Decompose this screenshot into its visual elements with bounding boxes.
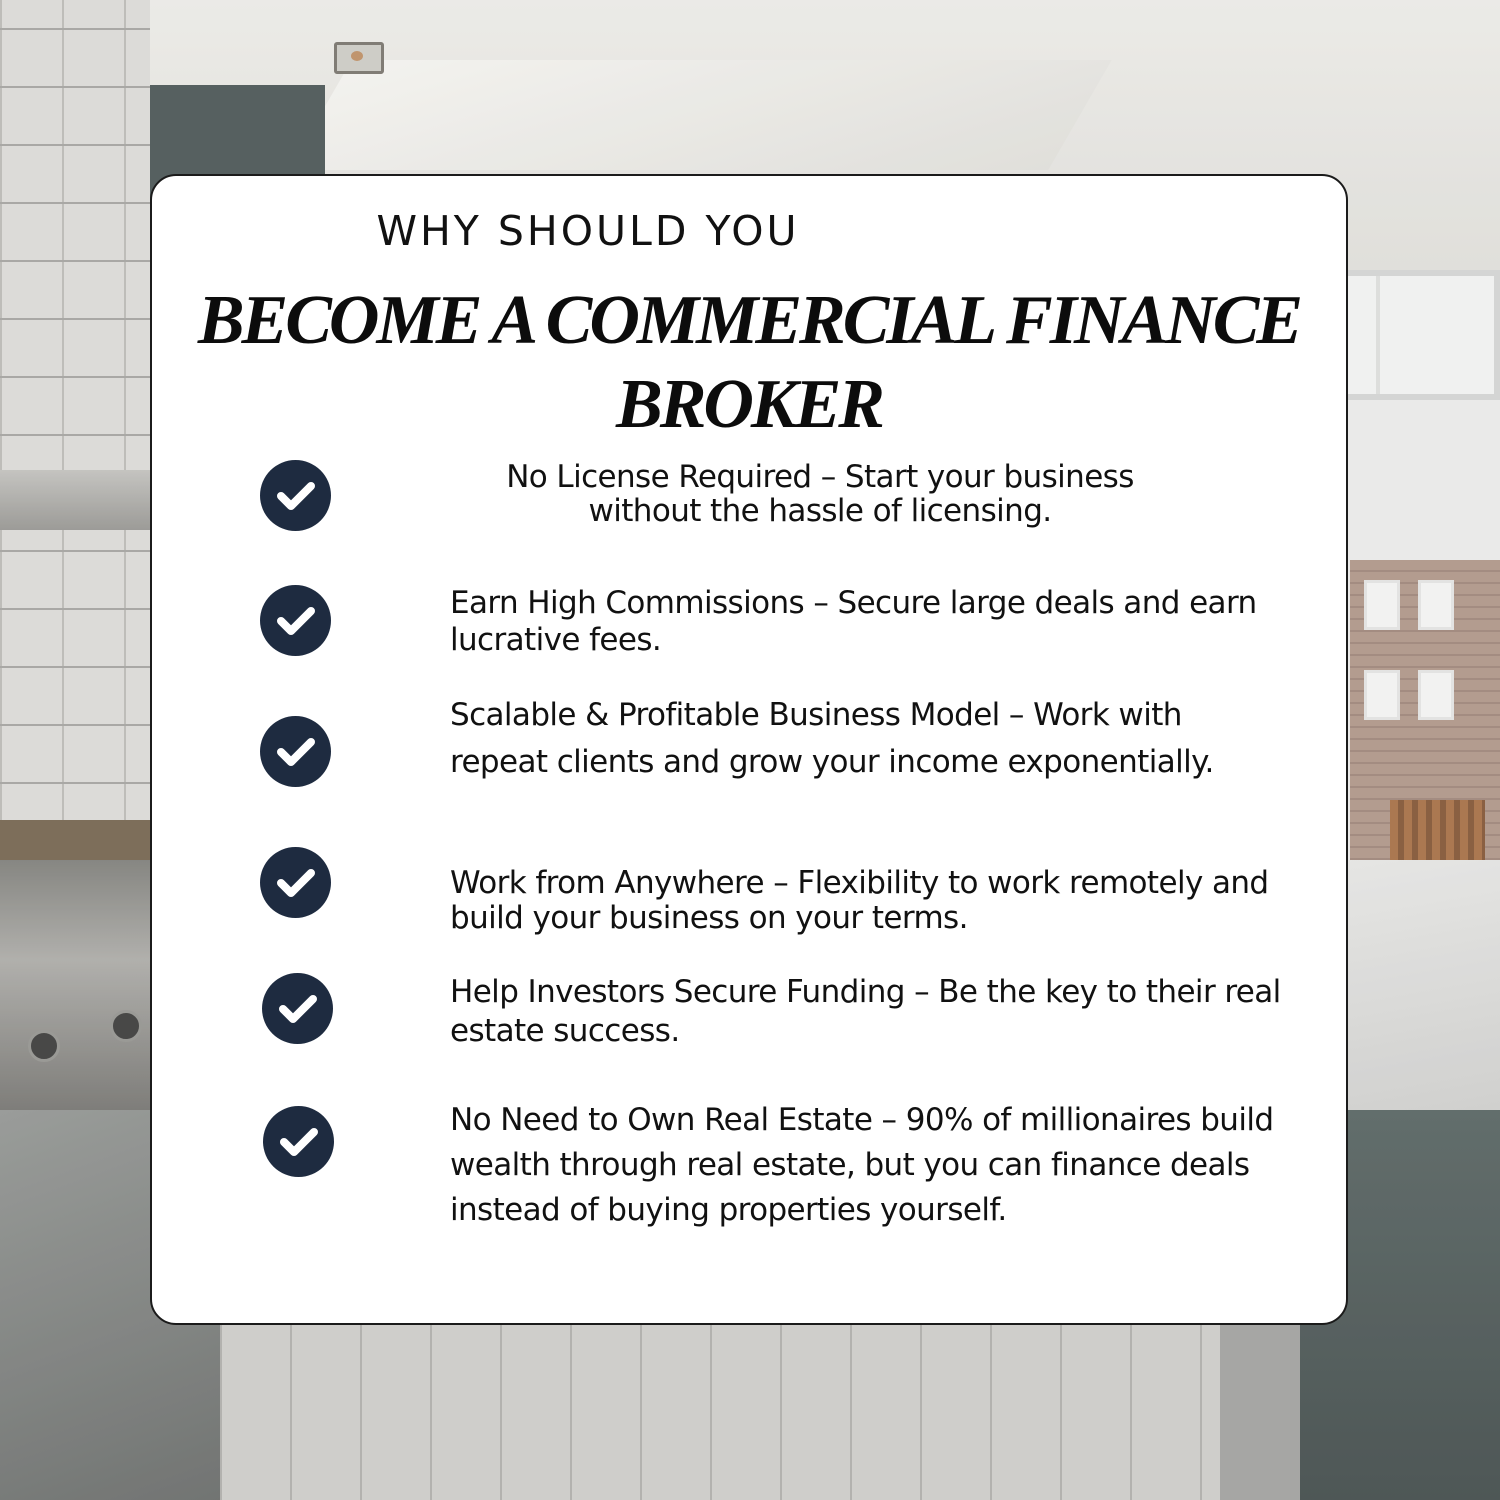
benefit-item <box>150 973 1348 1053</box>
benefit-text: Work from Anywhere – Flexibility to work remotely and build your business on your terms. <box>450 865 1269 936</box>
benefit-text: No Need to Own Real Estate – 90% of millionaires build wealth through real estate, but you can finance deals instead of buying properties yourself. <box>450 1102 1274 1228</box>
check-icon <box>260 460 331 531</box>
check-icon <box>263 1106 334 1177</box>
benefit-item <box>150 585 1348 665</box>
check-icon <box>260 716 331 787</box>
check-icon <box>260 585 331 656</box>
benefit-text: No License Required – Start your business without the hassle of licensing. <box>506 459 1134 529</box>
benefit-item <box>150 847 1348 936</box>
benefit-item <box>150 1098 1348 1238</box>
check-icon <box>262 973 333 1044</box>
check-icon <box>260 847 331 918</box>
benefit-text: Earn High Commissions – Secure large deals and earn lucrative fees. <box>450 585 1257 658</box>
benefit-item <box>150 460 1348 540</box>
benefit-item <box>150 692 1348 832</box>
kicker-heading: WHY SHOULD YOU <box>376 207 800 255</box>
benefit-text: Scalable & Profitable Business Model – Work with repeat clients and grow your income exponentially. <box>450 697 1214 780</box>
benefit-text: Help Investors Secure Funding – Be the key to their real estate success. <box>450 974 1281 1049</box>
main-headline: BECOME A COMMERCIAL FINANCE BROKER <box>197 282 1301 443</box>
